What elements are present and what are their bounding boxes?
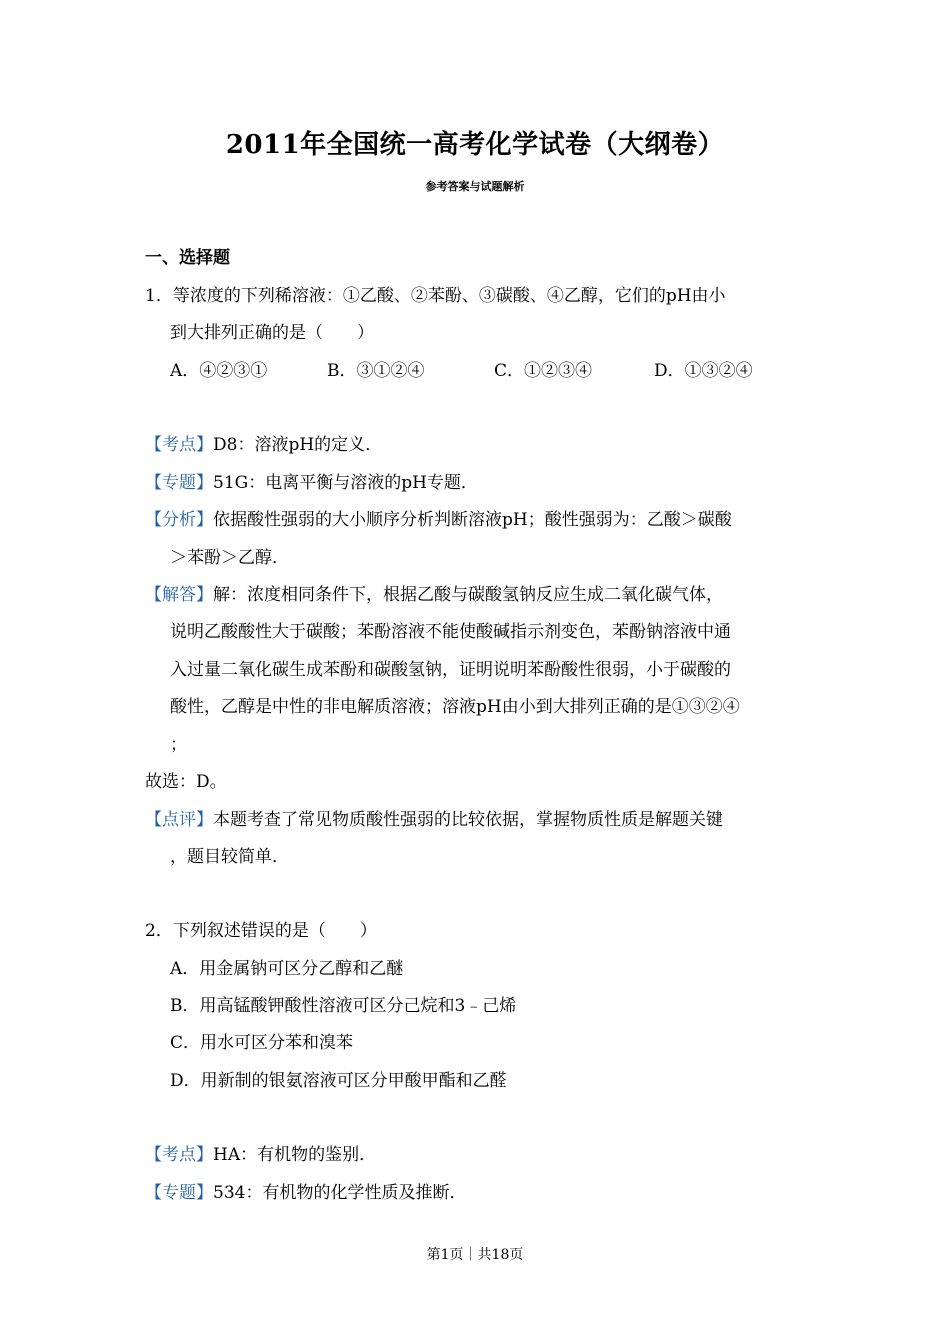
q2-kaodian-text: HA：有机物的鉴别．	[213, 1145, 377, 1165]
kaodian-text: D8：溶液pH的定义．	[213, 435, 383, 455]
q1-jieda-line-2: 说明乙酸酸性大于碳酸；苯酚溶液不能使酸碱指示剂变色，苯酚钠溶液中通	[170, 622, 731, 642]
q2-option-c: C．用水可区分苯和溴苯	[170, 1033, 354, 1053]
q2-option-d: D．用新制的银氨溶液可区分甲酸甲酯和乙醛	[170, 1071, 507, 1091]
q2-kaodian-tag: 【考点】	[145, 1145, 213, 1165]
q1-stem-line-2: 到大排列正确的是（ ）	[170, 323, 374, 343]
q1-fenxi	[145, 508, 732, 532]
q1-jieda-line-4: 酸性，乙醇是中性的非电解质溶液；溶液pH由小到大排列正确的是①③②④	[170, 697, 740, 717]
q2-kaodian	[145, 1143, 376, 1167]
fenxi-tag: 【分析】	[145, 510, 213, 530]
q1-option-c: C．①②③④	[494, 361, 593, 381]
q1-option-b: B．③①②④	[327, 361, 425, 381]
q1-zhuanti	[145, 471, 478, 495]
dianping-text-1: 本题考查了常见物质酸性强弱的比较依据，掌握物质性质是解题关键	[213, 810, 723, 830]
q1-dianping	[145, 808, 723, 832]
q2-option-b: B．用高锰酸钾酸性溶液可区分己烷和3﹣己烯	[170, 996, 517, 1016]
q2-option-a: A．用金属钠可区分乙醇和乙醚	[170, 959, 404, 979]
q1-fenxi-line-2: ＞苯酚＞乙醇．	[170, 548, 289, 568]
fenxi-text-1: 依据酸性强弱的大小顺序分析判断溶液pH；酸性强弱为：乙酸＞碳酸	[213, 510, 732, 530]
q1-option-d: D．①③②④	[654, 361, 753, 381]
jieda-text-1: 解：浓度相同条件下，根据乙酸与碳酸氢钠反应生成二氧化碳气体，	[213, 585, 723, 605]
q2-zhuanti	[145, 1181, 466, 1205]
page-footer: 第1页｜共18页	[426, 1247, 524, 1263]
q1-option-a: A．④②③①	[170, 361, 268, 381]
dianping-tag: 【点评】	[145, 810, 213, 830]
q1-jieda	[145, 583, 723, 607]
q2-stem: 2．下列叙述错误的是（ ）	[145, 921, 377, 941]
page-subtitle: 参考答案与试题解析	[425, 180, 525, 193]
q1-jieda-line-5: ；	[170, 735, 187, 755]
zhuanti-tag: 【专题】	[145, 473, 213, 493]
jieda-tag: 【解答】	[145, 585, 213, 605]
zhuanti-text: 51G：电离平衡与溶液的pH专题．	[213, 473, 478, 493]
q1-answer: 故选：D。	[145, 772, 227, 792]
q1-dianping-line-2: ，题目较简单．	[170, 847, 289, 867]
q1-jieda-line-3: 入过量二氧化碳生成苯酚和碳酸氢钠，证明说明苯酚酸性很弱，小于碳酸的	[170, 660, 731, 680]
kaodian-tag: 【考点】	[145, 435, 213, 455]
page-title: 2011年全国统一高考化学试卷（大纲卷）	[225, 130, 725, 160]
q1-stem-line-1: 1．等浓度的下列稀溶液：①乙酸、②苯酚、③碳酸、④乙醇，它们的pH由小	[145, 286, 726, 306]
q2-zhuanti-text: 534：有机物的化学性质及推断．	[213, 1183, 467, 1203]
section-heading: 一、选择题	[145, 248, 230, 268]
q2-zhuanti-tag: 【专题】	[145, 1183, 213, 1203]
q1-kaodian	[145, 433, 382, 457]
